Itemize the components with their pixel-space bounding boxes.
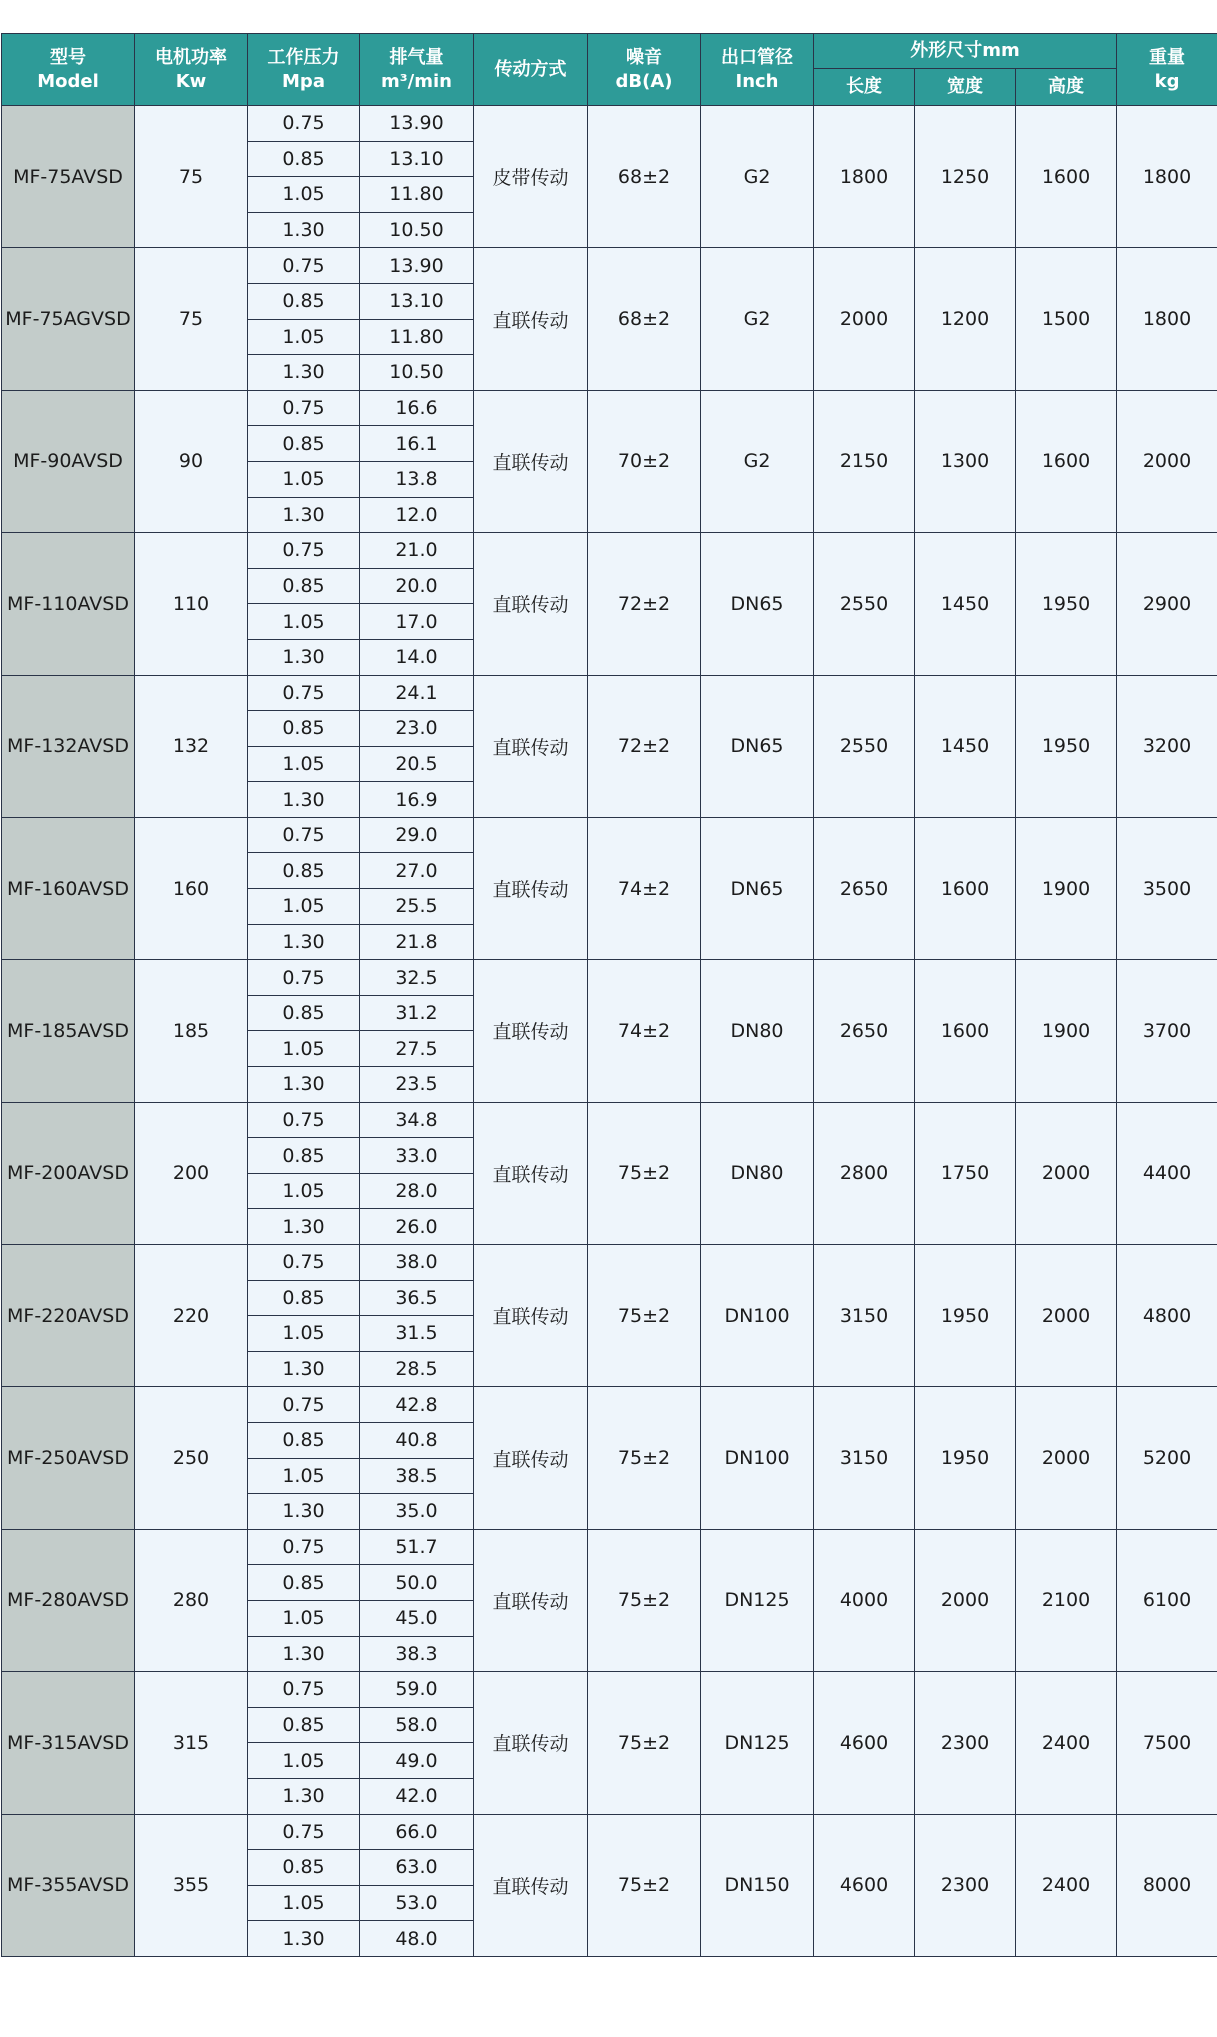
length-cell: 2800 bbox=[814, 1102, 915, 1244]
table-row bbox=[2, 1245, 1217, 1281]
pressure-cell: 1.05 bbox=[248, 1743, 360, 1779]
flow-cell: 16.1 bbox=[360, 426, 474, 462]
pressure-cell: 1.05 bbox=[248, 1031, 360, 1067]
header-outlet: 出口管径 Inch bbox=[701, 34, 814, 106]
flow-cell: 27.5 bbox=[360, 1031, 474, 1067]
pressure-cell: 0.75 bbox=[248, 248, 360, 284]
pressure-cell: 0.85 bbox=[248, 1565, 360, 1601]
length-cell: 2550 bbox=[814, 533, 915, 675]
drive-cell: 皮带传动 bbox=[474, 106, 588, 248]
pressure-cell: 1.05 bbox=[248, 1458, 360, 1494]
height-cell: 1900 bbox=[1016, 817, 1117, 959]
weight-cell: 4400 bbox=[1117, 1102, 1217, 1244]
pressure-cell: 0.75 bbox=[248, 1387, 360, 1423]
pressure-cell: 1.30 bbox=[248, 1067, 360, 1103]
flow-cell: 10.50 bbox=[360, 212, 474, 248]
flow-cell: 34.8 bbox=[360, 1102, 474, 1138]
pressure-cell: 1.30 bbox=[248, 924, 360, 960]
pressure-cell: 1.30 bbox=[248, 1351, 360, 1387]
noise-cell: 75±2 bbox=[588, 1387, 701, 1529]
outlet-cell: DN80 bbox=[701, 1102, 814, 1244]
model-cell: MF-90AVSD bbox=[2, 390, 135, 532]
flow-cell: 13.90 bbox=[360, 106, 474, 142]
width-cell: 1450 bbox=[915, 533, 1016, 675]
noise-cell: 75±2 bbox=[588, 1814, 701, 1956]
height-cell: 1500 bbox=[1016, 248, 1117, 390]
power-cell: 160 bbox=[135, 817, 248, 959]
header-weight: 重量 kg bbox=[1117, 34, 1217, 106]
pressure-cell: 0.75 bbox=[248, 1814, 360, 1850]
flow-cell: 11.80 bbox=[360, 319, 474, 355]
model-cell: MF-280AVSD bbox=[2, 1529, 135, 1671]
weight-cell: 4800 bbox=[1117, 1245, 1217, 1387]
length-cell: 4600 bbox=[814, 1814, 915, 1956]
weight-cell: 6100 bbox=[1117, 1529, 1217, 1671]
flow-cell: 63.0 bbox=[360, 1850, 474, 1886]
flow-cell: 31.2 bbox=[360, 995, 474, 1031]
length-cell: 2000 bbox=[814, 248, 915, 390]
drive-cell: 直联传动 bbox=[474, 675, 588, 817]
pressure-cell: 1.05 bbox=[248, 1316, 360, 1352]
outlet-cell: DN65 bbox=[701, 817, 814, 959]
pressure-cell: 0.85 bbox=[248, 1280, 360, 1316]
outlet-cell: G2 bbox=[701, 248, 814, 390]
width-cell: 1950 bbox=[915, 1387, 1016, 1529]
pressure-cell: 0.75 bbox=[248, 106, 360, 142]
pressure-cell: 1.05 bbox=[248, 746, 360, 782]
width-cell: 1950 bbox=[915, 1245, 1016, 1387]
flow-cell: 27.0 bbox=[360, 853, 474, 889]
width-cell: 1750 bbox=[915, 1102, 1016, 1244]
flow-cell: 13.90 bbox=[360, 248, 474, 284]
table-row bbox=[2, 1814, 1217, 1850]
pressure-cell: 0.85 bbox=[248, 995, 360, 1031]
pressure-cell: 1.05 bbox=[248, 461, 360, 497]
model-cell: MF-110AVSD bbox=[2, 533, 135, 675]
drive-cell: 直联传动 bbox=[474, 1529, 588, 1671]
weight-cell: 2000 bbox=[1117, 390, 1217, 532]
drive-cell: 直联传动 bbox=[474, 1245, 588, 1387]
flow-cell: 20.5 bbox=[360, 746, 474, 782]
pressure-cell: 1.30 bbox=[248, 1921, 360, 1957]
power-cell: 90 bbox=[135, 390, 248, 532]
drive-cell: 直联传动 bbox=[474, 1387, 588, 1529]
model-cell: MF-200AVSD bbox=[2, 1102, 135, 1244]
pressure-cell: 1.05 bbox=[248, 1600, 360, 1636]
flow-cell: 49.0 bbox=[360, 1743, 474, 1779]
table-row bbox=[2, 1102, 1217, 1138]
spec-table bbox=[1, 33, 1217, 1957]
flow-cell: 45.0 bbox=[360, 1600, 474, 1636]
power-cell: 200 bbox=[135, 1102, 248, 1244]
pressure-cell: 1.30 bbox=[248, 1778, 360, 1814]
flow-cell: 35.0 bbox=[360, 1494, 474, 1530]
weight-cell: 7500 bbox=[1117, 1672, 1217, 1814]
flow-cell: 25.5 bbox=[360, 889, 474, 925]
outlet-cell: DN125 bbox=[701, 1529, 814, 1671]
length-cell: 4600 bbox=[814, 1672, 915, 1814]
pressure-cell: 0.75 bbox=[248, 1245, 360, 1281]
model-cell: MF-250AVSD bbox=[2, 1387, 135, 1529]
flow-cell: 13.8 bbox=[360, 461, 474, 497]
model-cell: MF-75AGVSD bbox=[2, 248, 135, 390]
header-width: 宽度 bbox=[915, 69, 1016, 106]
height-cell: 1600 bbox=[1016, 390, 1117, 532]
outlet-cell: DN100 bbox=[701, 1245, 814, 1387]
drive-cell: 直联传动 bbox=[474, 960, 588, 1102]
flow-cell: 10.50 bbox=[360, 355, 474, 391]
length-cell: 2150 bbox=[814, 390, 915, 532]
pressure-cell: 0.85 bbox=[248, 426, 360, 462]
weight-cell: 5200 bbox=[1117, 1387, 1217, 1529]
length-cell: 1800 bbox=[814, 106, 915, 248]
flow-cell: 31.5 bbox=[360, 1316, 474, 1352]
drive-cell: 直联传动 bbox=[474, 248, 588, 390]
power-cell: 280 bbox=[135, 1529, 248, 1671]
flow-cell: 17.0 bbox=[360, 604, 474, 640]
drive-cell: 直联传动 bbox=[474, 1102, 588, 1244]
height-cell: 1950 bbox=[1016, 533, 1117, 675]
pressure-cell: 0.85 bbox=[248, 1707, 360, 1743]
pressure-cell: 1.05 bbox=[248, 1885, 360, 1921]
pressure-cell: 0.85 bbox=[248, 1138, 360, 1174]
power-cell: 315 bbox=[135, 1672, 248, 1814]
flow-cell: 33.0 bbox=[360, 1138, 474, 1174]
flow-cell: 42.8 bbox=[360, 1387, 474, 1423]
pressure-cell: 0.75 bbox=[248, 1102, 360, 1138]
weight-cell: 2900 bbox=[1117, 533, 1217, 675]
model-cell: MF-220AVSD bbox=[2, 1245, 135, 1387]
noise-cell: 72±2 bbox=[588, 533, 701, 675]
flow-cell: 59.0 bbox=[360, 1672, 474, 1708]
outlet-cell: G2 bbox=[701, 106, 814, 248]
power-cell: 185 bbox=[135, 960, 248, 1102]
width-cell: 1450 bbox=[915, 675, 1016, 817]
weight-cell: 3700 bbox=[1117, 960, 1217, 1102]
pressure-cell: 0.75 bbox=[248, 960, 360, 996]
pressure-cell: 0.85 bbox=[248, 141, 360, 177]
length-cell: 2550 bbox=[814, 675, 915, 817]
noise-cell: 75±2 bbox=[588, 1529, 701, 1671]
flow-cell: 13.10 bbox=[360, 141, 474, 177]
noise-cell: 75±2 bbox=[588, 1245, 701, 1387]
table-row bbox=[2, 1672, 1217, 1708]
width-cell: 2300 bbox=[915, 1672, 1016, 1814]
drive-cell: 直联传动 bbox=[474, 533, 588, 675]
outlet-cell: DN80 bbox=[701, 960, 814, 1102]
flow-cell: 11.80 bbox=[360, 177, 474, 213]
header-dimensions: 外形尺寸mm bbox=[814, 34, 1117, 69]
pressure-cell: 0.75 bbox=[248, 675, 360, 711]
pressure-cell: 0.85 bbox=[248, 568, 360, 604]
pressure-cell: 1.05 bbox=[248, 889, 360, 925]
drive-cell: 直联传动 bbox=[474, 1814, 588, 1956]
header-flow: 排气量 m³/min bbox=[360, 34, 474, 106]
header-noise: 噪音 dB(A) bbox=[588, 34, 701, 106]
flow-cell: 32.5 bbox=[360, 960, 474, 996]
table-row bbox=[2, 390, 1217, 426]
outlet-cell: DN65 bbox=[701, 675, 814, 817]
pressure-cell: 1.05 bbox=[248, 177, 360, 213]
power-cell: 355 bbox=[135, 1814, 248, 1956]
outlet-cell: DN150 bbox=[701, 1814, 814, 1956]
flow-cell: 38.0 bbox=[360, 1245, 474, 1281]
width-cell: 1250 bbox=[915, 106, 1016, 248]
pressure-cell: 1.30 bbox=[248, 212, 360, 248]
width-cell: 1600 bbox=[915, 817, 1016, 959]
flow-cell: 48.0 bbox=[360, 1921, 474, 1957]
power-cell: 75 bbox=[135, 248, 248, 390]
table-row bbox=[2, 960, 1217, 996]
table-row bbox=[2, 248, 1217, 284]
width-cell: 1600 bbox=[915, 960, 1016, 1102]
outlet-cell: G2 bbox=[701, 390, 814, 532]
outlet-cell: DN100 bbox=[701, 1387, 814, 1529]
height-cell: 1900 bbox=[1016, 960, 1117, 1102]
noise-cell: 75±2 bbox=[588, 1672, 701, 1814]
pressure-cell: 1.30 bbox=[248, 1636, 360, 1672]
flow-cell: 20.0 bbox=[360, 568, 474, 604]
pressure-cell: 1.05 bbox=[248, 319, 360, 355]
length-cell: 4000 bbox=[814, 1529, 915, 1671]
pressure-cell: 1.30 bbox=[248, 497, 360, 533]
height-cell: 1950 bbox=[1016, 675, 1117, 817]
height-cell: 2100 bbox=[1016, 1529, 1117, 1671]
pressure-cell: 0.85 bbox=[248, 283, 360, 319]
pressure-cell: 0.85 bbox=[248, 1422, 360, 1458]
model-cell: MF-75AVSD bbox=[2, 106, 135, 248]
pressure-cell: 1.30 bbox=[248, 1209, 360, 1245]
weight-cell: 8000 bbox=[1117, 1814, 1217, 1956]
flow-cell: 58.0 bbox=[360, 1707, 474, 1743]
height-cell: 2000 bbox=[1016, 1387, 1117, 1529]
pressure-cell: 0.85 bbox=[248, 1850, 360, 1886]
outlet-cell: DN125 bbox=[701, 1672, 814, 1814]
model-cell: MF-160AVSD bbox=[2, 817, 135, 959]
width-cell: 1200 bbox=[915, 248, 1016, 390]
flow-cell: 16.9 bbox=[360, 782, 474, 818]
height-cell: 2000 bbox=[1016, 1102, 1117, 1244]
length-cell: 2650 bbox=[814, 817, 915, 959]
length-cell: 3150 bbox=[814, 1387, 915, 1529]
height-cell: 2400 bbox=[1016, 1814, 1117, 1956]
table-row bbox=[2, 106, 1217, 142]
pressure-cell: 1.30 bbox=[248, 639, 360, 675]
table-row bbox=[2, 675, 1217, 711]
height-cell: 1600 bbox=[1016, 106, 1117, 248]
table-row bbox=[2, 817, 1217, 853]
flow-cell: 66.0 bbox=[360, 1814, 474, 1850]
noise-cell: 74±2 bbox=[588, 817, 701, 959]
drive-cell: 直联传动 bbox=[474, 817, 588, 959]
weight-cell: 1800 bbox=[1117, 248, 1217, 390]
flow-cell: 24.1 bbox=[360, 675, 474, 711]
header-height: 高度 bbox=[1016, 69, 1117, 106]
weight-cell: 3200 bbox=[1117, 675, 1217, 817]
noise-cell: 68±2 bbox=[588, 106, 701, 248]
power-cell: 250 bbox=[135, 1387, 248, 1529]
width-cell: 1300 bbox=[915, 390, 1016, 532]
pressure-cell: 0.85 bbox=[248, 853, 360, 889]
noise-cell: 74±2 bbox=[588, 960, 701, 1102]
noise-cell: 68±2 bbox=[588, 248, 701, 390]
drive-cell: 直联传动 bbox=[474, 1672, 588, 1814]
header-drive: 传动方式 bbox=[474, 34, 588, 106]
noise-cell: 75±2 bbox=[588, 1102, 701, 1244]
header-power: 电机功率 Kw bbox=[135, 34, 248, 106]
width-cell: 2300 bbox=[915, 1814, 1016, 1956]
flow-cell: 26.0 bbox=[360, 1209, 474, 1245]
flow-cell: 50.0 bbox=[360, 1565, 474, 1601]
flow-cell: 21.0 bbox=[360, 533, 474, 569]
flow-cell: 13.10 bbox=[360, 283, 474, 319]
pressure-cell: 1.30 bbox=[248, 1494, 360, 1530]
pressure-cell: 1.05 bbox=[248, 1173, 360, 1209]
outlet-cell: DN65 bbox=[701, 533, 814, 675]
flow-cell: 38.3 bbox=[360, 1636, 474, 1672]
length-cell: 2650 bbox=[814, 960, 915, 1102]
flow-cell: 14.0 bbox=[360, 639, 474, 675]
model-cell: MF-185AVSD bbox=[2, 960, 135, 1102]
header-pressure: 工作压力 Mpa bbox=[248, 34, 360, 106]
width-cell: 2000 bbox=[915, 1529, 1016, 1671]
length-cell: 3150 bbox=[814, 1245, 915, 1387]
flow-cell: 29.0 bbox=[360, 817, 474, 853]
flow-cell: 28.0 bbox=[360, 1173, 474, 1209]
power-cell: 75 bbox=[135, 106, 248, 248]
pressure-cell: 0.85 bbox=[248, 711, 360, 747]
flow-cell: 53.0 bbox=[360, 1885, 474, 1921]
flow-cell: 16.6 bbox=[360, 390, 474, 426]
table-body bbox=[2, 106, 1217, 1957]
model-cell: MF-315AVSD bbox=[2, 1672, 135, 1814]
table-row bbox=[2, 1387, 1217, 1423]
pressure-cell: 1.30 bbox=[248, 782, 360, 818]
model-cell: MF-132AVSD bbox=[2, 675, 135, 817]
pressure-cell: 1.30 bbox=[248, 355, 360, 391]
table-row bbox=[2, 533, 1217, 569]
height-cell: 2400 bbox=[1016, 1672, 1117, 1814]
flow-cell: 42.0 bbox=[360, 1778, 474, 1814]
weight-cell: 1800 bbox=[1117, 106, 1217, 248]
table-header bbox=[2, 34, 1217, 106]
pressure-cell: 0.75 bbox=[248, 1672, 360, 1708]
weight-cell: 3500 bbox=[1117, 817, 1217, 959]
noise-cell: 72±2 bbox=[588, 675, 701, 817]
pressure-cell: 0.75 bbox=[248, 390, 360, 426]
flow-cell: 12.0 bbox=[360, 497, 474, 533]
header-length: 长度 bbox=[814, 69, 915, 106]
flow-cell: 28.5 bbox=[360, 1351, 474, 1387]
flow-cell: 23.5 bbox=[360, 1067, 474, 1103]
pressure-cell: 0.75 bbox=[248, 1529, 360, 1565]
flow-cell: 40.8 bbox=[360, 1422, 474, 1458]
pressure-cell: 0.75 bbox=[248, 533, 360, 569]
pressure-cell: 0.75 bbox=[248, 817, 360, 853]
flow-cell: 38.5 bbox=[360, 1458, 474, 1494]
height-cell: 2000 bbox=[1016, 1245, 1117, 1387]
header-row-1 bbox=[2, 34, 1217, 69]
header-model: 型号 Model bbox=[2, 34, 135, 106]
model-cell: MF-355AVSD bbox=[2, 1814, 135, 1956]
power-cell: 220 bbox=[135, 1245, 248, 1387]
flow-cell: 21.8 bbox=[360, 924, 474, 960]
power-cell: 132 bbox=[135, 675, 248, 817]
noise-cell: 70±2 bbox=[588, 390, 701, 532]
pressure-cell: 1.05 bbox=[248, 604, 360, 640]
flow-cell: 51.7 bbox=[360, 1529, 474, 1565]
power-cell: 110 bbox=[135, 533, 248, 675]
table-row bbox=[2, 1529, 1217, 1565]
flow-cell: 36.5 bbox=[360, 1280, 474, 1316]
drive-cell: 直联传动 bbox=[474, 390, 588, 532]
flow-cell: 23.0 bbox=[360, 711, 474, 747]
